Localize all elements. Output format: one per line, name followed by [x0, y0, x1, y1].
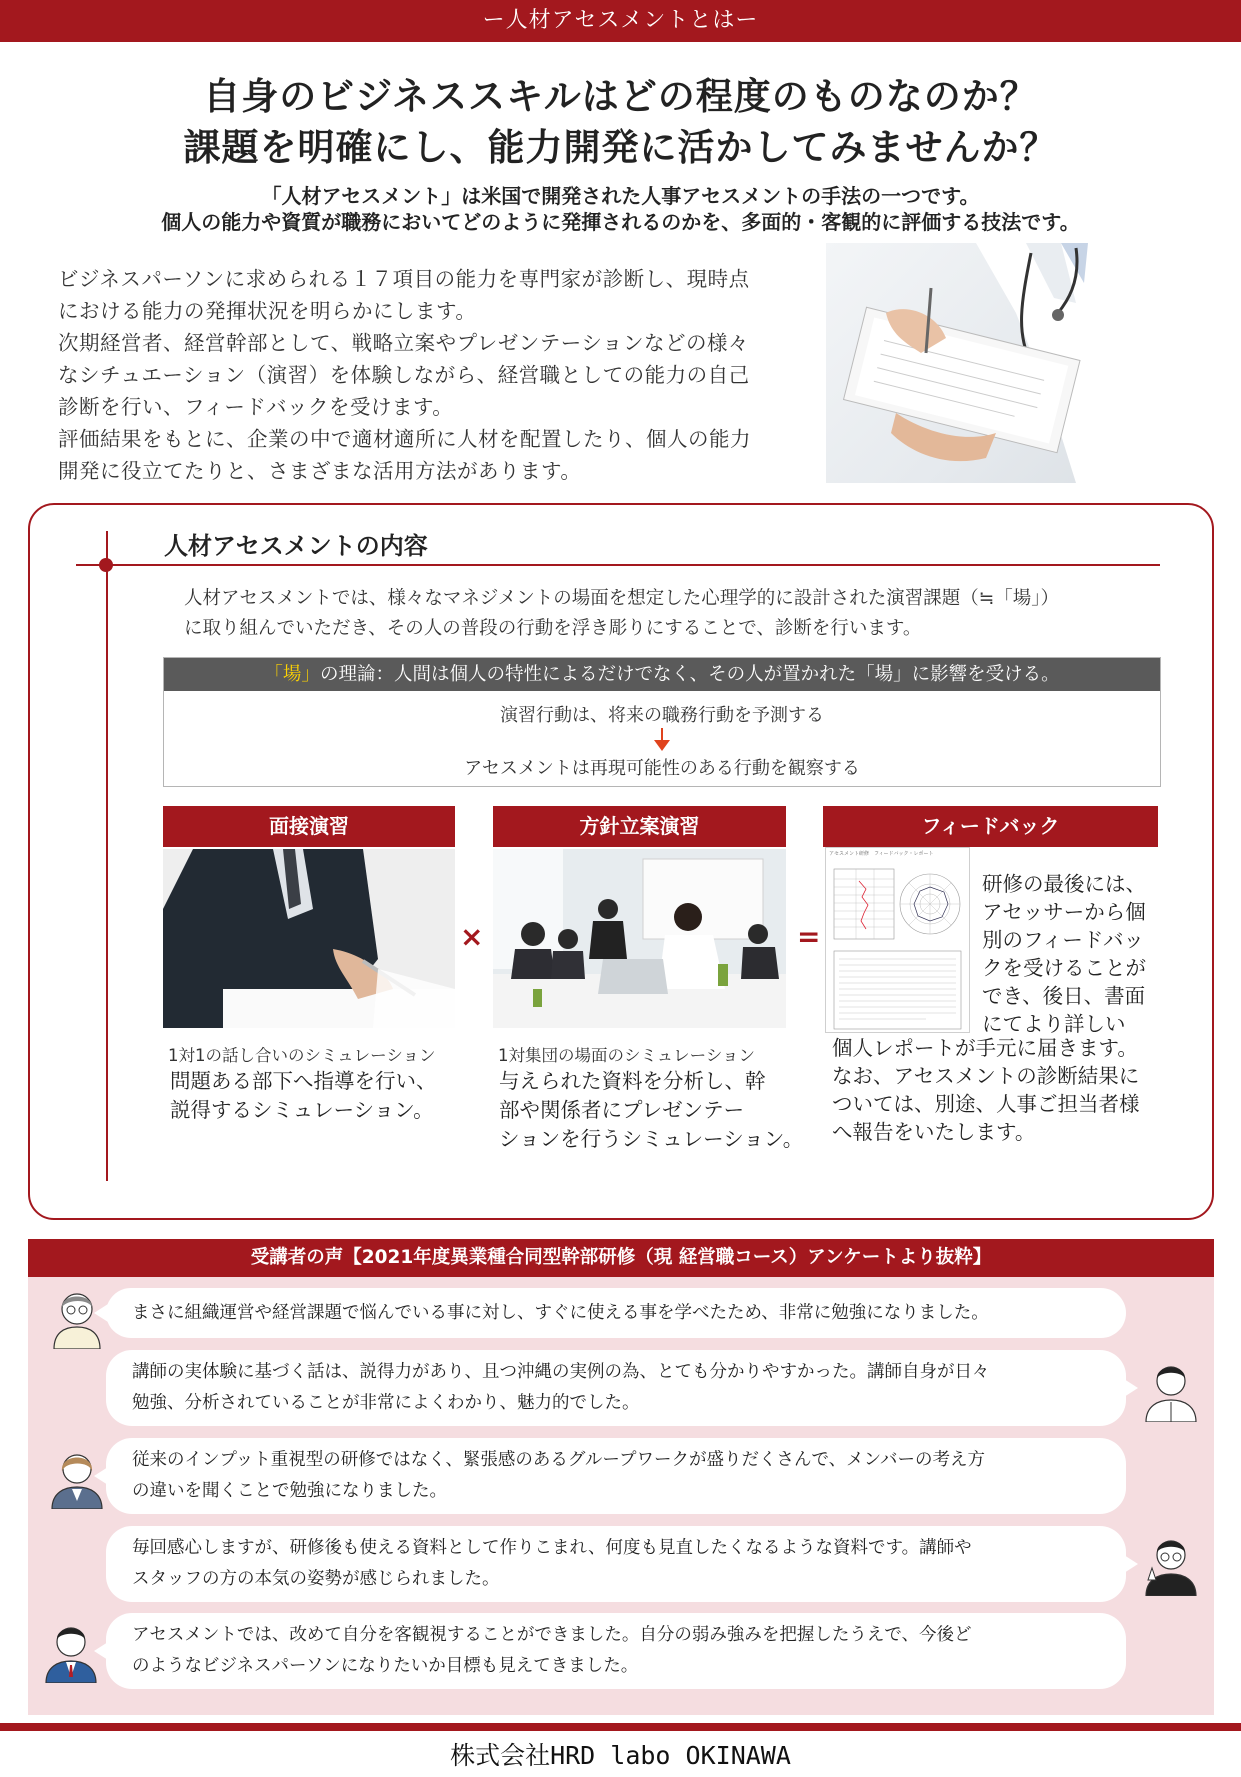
intro-paragraph [58, 263, 793, 487]
headline-line-1: 自身のビジネススキルはどの程度のものなのか？ [203, 75, 1038, 118]
description-line: 部や関係者にプレゼンテー [499, 1098, 745, 1122]
interview-exercise-photo [163, 849, 455, 1028]
voice-line: 従来のインプット重視型の研修ではなく、緊張感のあるグループワークが盛りだくさんで、メンバーの考え方 [132, 1450, 985, 1470]
footer-rule [0, 1723, 1241, 1731]
content-description [184, 584, 1154, 644]
frame-vertical-rule [106, 531, 108, 1181]
ba-theory-line-2: アセスメントは再現可能性のある行動を観察する [464, 758, 860, 779]
equals-operator: = [797, 920, 821, 953]
voice-line: 勉強、分析されていることが非常によくわかり、魅力的でした。 [132, 1393, 640, 1413]
doctor-clipboard-photo [826, 243, 1184, 483]
content-description-line: に取り組んでいただき、その人の普段の行動を浮き彫りにすることで、診断を行います。 [184, 618, 922, 639]
page-header-bar [0, 0, 1241, 42]
voice-bubble-1 [106, 1288, 1126, 1338]
feedback-bottom-text [832, 1034, 1140, 1146]
description-line: 与えられた資料を分析し、幹 [499, 1069, 766, 1093]
times-operator: × [460, 920, 484, 953]
description-line: 問題ある部下へ指導を行い、 [170, 1069, 437, 1093]
voice-bubble-3 [106, 1438, 1126, 1514]
voice-bubble-4 [106, 1526, 1126, 1602]
content-description-line: 人材アセスメントでは、様々なマネジメントの場面を想定した心理学的に設計された演習課題（≒「場」） [184, 588, 1060, 609]
ba-theory-box [163, 657, 1161, 787]
intro-line: なシチュエーション（演習）を体験しながら、経営職としての能力の自己 [58, 363, 750, 387]
interview-exercise-description [170, 1067, 437, 1125]
feedback-line: なお、アセスメントの診断結果に [832, 1064, 1140, 1088]
feedback-report-caption: アセスメント研修 フィードバック・レポート [829, 851, 934, 857]
description-line: ションを行うシミュレーション。 [499, 1127, 804, 1151]
ba-theory-heading-text: の理論：人間は個人の特性によるだけでなく、その人が置かれた「場」に影響を受ける。 [319, 664, 1060, 685]
down-arrow-icon [653, 728, 671, 752]
policy-exercise-description [499, 1067, 803, 1154]
voice-bubble-5 [106, 1613, 1126, 1689]
man-shirt-avatar-icon [1138, 1356, 1204, 1422]
feedback-line: へ報告をいたします。 [832, 1120, 1036, 1144]
feedback-line: 個人レポートが手元に届きます。 [832, 1036, 1138, 1060]
subline-line-2: 個人の能力や資質が職務においてどのように発揮されるのかを、多面的・客観的に評価する技法です。 [161, 210, 1080, 234]
policy-exercise-heading: 方針立案演習 [493, 806, 786, 847]
feedback-line: 別のフィードバッ [982, 928, 1144, 952]
page-header-title: ー人材アセスメントとはー [482, 8, 759, 33]
voice-line: まさに組織運営や経営課題で悩んでいる事に対し、すぐに使える事を学べたため、非常に勉強になりました。 [132, 1302, 989, 1323]
content-section-title: 人材アセスメントの内容 [164, 532, 428, 560]
feedback-line: アセッサーから個 [982, 900, 1146, 924]
policy-exercise-photo [493, 849, 786, 1028]
feedback-side-text [982, 870, 1146, 1038]
voice-line: アセスメントでは、改めて自分を客観視することができました。自分の弱み強みを把握したうえで、今後ど [132, 1625, 972, 1645]
feedback-line: クを受けることが [982, 956, 1146, 980]
feedback-report-thumbnail [825, 847, 970, 1033]
subline-line-1: 「人材アセスメント」は米国で開発された人事アセスメントの手法の一つです。 [261, 184, 980, 208]
intro-line: 次期経営者、経営幹部として、戦略立案やプレゼンテーションなどの様々 [58, 331, 749, 355]
ba-theory-line-1: 演習行動は、将来の職務行動を予測する [500, 705, 824, 726]
feedback-line: ついては、別途、人事ご担当者様 [832, 1092, 1140, 1116]
intro-line: ビジネスパーソンに求められる１７項目の能力を専門家が診断し、現時点 [58, 267, 750, 291]
headline-line-2: 課題を明確にし、能力開発に活かしてみませんか？ [183, 126, 1058, 169]
frame-horizontal-rule [76, 564, 1160, 566]
description-line: 説得するシミュレーション。 [170, 1098, 434, 1122]
ba-theory-highlight: 「場」 [264, 664, 320, 685]
rule-junction-dot [99, 558, 113, 572]
voice-line: スタッフの方の本気の姿勢が感じられました。 [132, 1569, 500, 1589]
voice-bubble-2 [106, 1350, 1126, 1426]
report-radar-chart-icon [826, 859, 969, 1035]
interview-exercise-heading: 面接演習 [163, 806, 455, 847]
voice-line: の違いを聞くことで勉強になりました。 [132, 1481, 447, 1501]
voice-line: 毎回感心しますが、研修後も使える資料として作りこまれ、何度も見直したくなるような資料です。講師や [132, 1538, 972, 1558]
policy-exercise-caption: 1対集団の場面のシミュレーション [498, 1046, 756, 1065]
company-name: 株式会社HRD labo OKINAWA [450, 1741, 791, 1770]
feedback-heading: フィードバック [823, 806, 1158, 847]
feedback-line: でき、後日、書面 [982, 984, 1146, 1008]
voice-line: 講師の実体験に基づく話は、説得力があり、且つ沖縄の実例の為、とても分かりやすかった。講師自身が日々 [132, 1362, 990, 1382]
feedback-line: 研修の最後には、 [982, 872, 1146, 896]
voice-line: のようなビジネスパーソンになりたいか目標も見えてきました。 [132, 1656, 639, 1676]
interview-exercise-caption: 1対1の話し合いのシミュレーション [168, 1046, 436, 1065]
voices-heading: 受講者の声【2021年度異業種合同型幹部研修（現 経営職コース）アンケートより抜粋】 [28, 1239, 1214, 1277]
feedback-line: にてより詳しい [982, 1012, 1126, 1036]
intro-line: 評価結果をもとに、企業の中で適材適所に人材を配置したり、個人の能力 [58, 427, 751, 451]
man-glasses-avatar-icon [1138, 1530, 1204, 1596]
intro-line: 診断を行い、フィードバックを受けます。 [58, 395, 454, 419]
intro-line: 開発に役立てたりと、さまざまな活用方法があります。 [58, 459, 582, 483]
intro-line: における能力の発揮状況を明らかにします。 [58, 299, 477, 323]
ba-theory-heading [164, 658, 1160, 691]
